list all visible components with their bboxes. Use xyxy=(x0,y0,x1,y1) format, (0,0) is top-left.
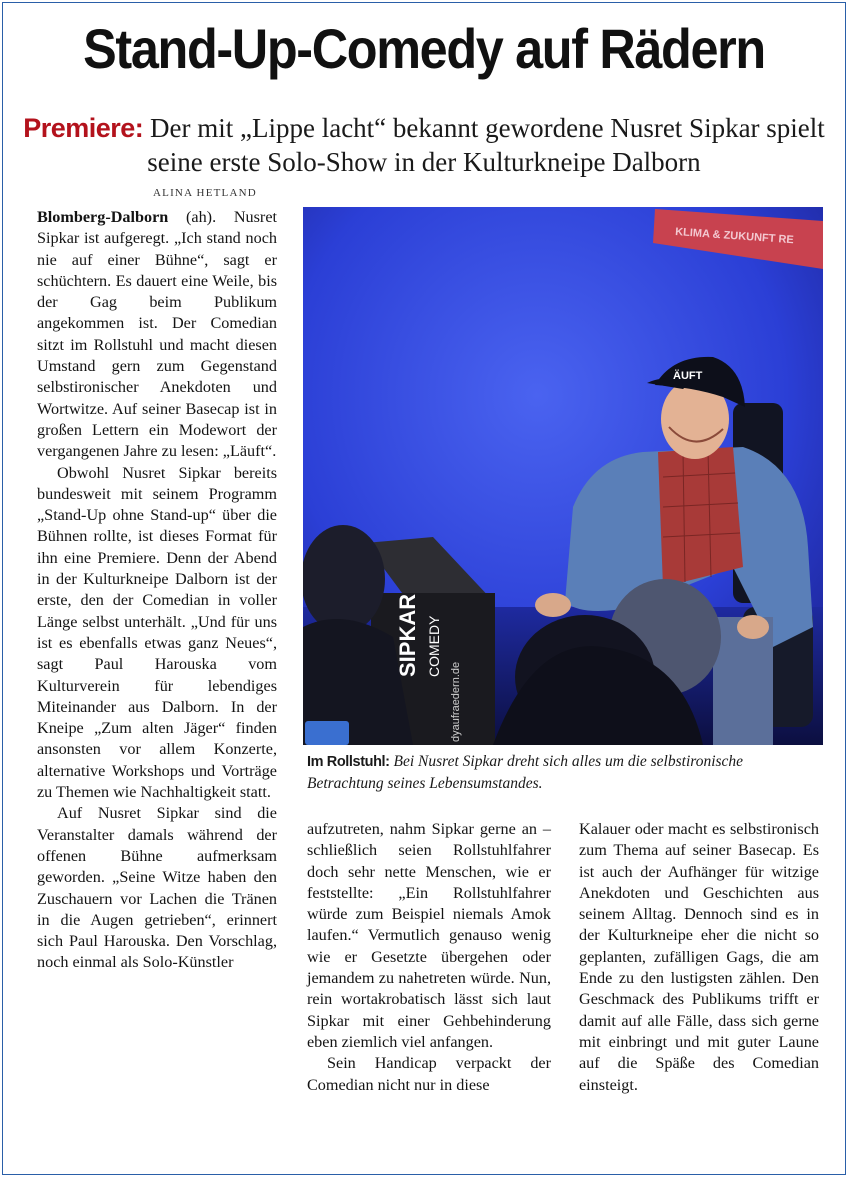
dateline: Blomberg-Dalborn xyxy=(37,208,169,226)
paragraph: Sein Handicap verpackt der Comedian nicht nur in diese xyxy=(307,1054,551,1094)
text-column-2 xyxy=(307,819,551,1096)
paragraph: Kalauer oder macht es selbstironisch zum Thema auf seiner Basecap. Es ist auch der Aufhänger für witzige Anekdoten und Geschichten aus seinem Alltag. Dennoch sind es in der Kulturkneipe eher die nicht so geplanten, zufälligen Gags, die am Ende zu den lustigsten zählen. Den Geschmack des Publikums trifft er damit auf alle Fälle, dass sich gerne mit einbringt und mit guter Laune auf die Späße des Comedian einsteigt. xyxy=(579,820,819,1094)
subheadline-kicker: Premiere: xyxy=(23,113,144,143)
podium-sub: COMEDY xyxy=(426,615,442,677)
newspaper-page xyxy=(2,2,846,1175)
article-photo xyxy=(303,207,823,745)
paragraph-text: (ah). Nusret Sipkar ist aufgeregt. „Ich stand noch nie auf einer Bühne“, sagt er schüchtern. Es dauert eine Weile, bis der Gag beim Publikum angekommen ist. Der Comedian sitzt im Rollstuhl und macht diesen Umstand gern zum Gegenstand selbstironischer Anekdoten und Wortwitze. Auf seiner Basecap ist in großen Lettern ein Modewort der vergangenen Jahre zu lesen: „Läuft“. xyxy=(37,208,277,461)
text-column-3 xyxy=(579,819,819,1096)
photo-caption xyxy=(307,751,821,794)
paragraph xyxy=(37,207,277,463)
caption-label: Im Rollstuhl: xyxy=(307,754,390,770)
article-headline: Stand-Up-Comedy auf Rädern xyxy=(83,17,765,80)
subheadline-text: Der mit „Lippe lacht“ bekannt gewordene Nusret Sipkar spielt seine erste Solo-Show in der Kulturkneipe Dalborn xyxy=(147,113,825,177)
text-column-1 xyxy=(37,207,277,974)
banner-text: KLIMA & ZUKUNFT RE xyxy=(674,226,795,247)
article-subheadline xyxy=(23,111,825,179)
stage-photo-illustration xyxy=(303,207,823,745)
podium-url: dyaufraedern.de xyxy=(450,661,462,742)
paragraph: Auf Nusret Sipkar sind die Veranstalter damals während der offenen Bühne aufmerksam geworden. „Seine Witze haben den Zuschauern vor Lachen die Tränen in die Augen getrieben“, erinnert sich Paul Harouska. Den Vorschlag, noch einmal als Solo-Künstler xyxy=(37,804,277,972)
paragraph: aufzutreten, nahm Sipkar gerne an – schließlich seien Rollstuhlfahrer doch sehr nette Menschen, wie er feststellte: „Ein Rollstuhlfahrer würde zum Beispiel niemals Amok laufen.“ Vermutlich genauso wenig wie er Gesetzte übergehen oder jemandem zu nahetreten würde. Nun, rein wortakrobatisch lässt sich laut Sipkar mit einer Gehbehinderung eben ziemlich viel anfangen. xyxy=(307,820,551,1051)
podium-brand: SIPKAR xyxy=(395,593,420,677)
paragraph: Obwohl Nusret Sipkar bereits bundesweit mit seinem Programm „Stand-Up ohne Stand-up“ über die Bühnen rollte, ist dieses Format für ihn eine Premiere. Denn der Abend in der Kulturkneipe Dalborn ist der erste, den der Comedian in voller Länge selbst unterhält. „Und für uns ist es ebenfalls etwas ganz Neues“, sagt Paul Harouska vom Kulturverein für lebendiges Miteinander aus Dalborn. In der Kneipe „Zum alten Jäger“ finden ansonsten vor allem Konzerte, alternative Workshops und Vorträge zu Themen wie Nachhaltigkeit statt. xyxy=(37,463,277,802)
author-byline: ALINA HETLAND xyxy=(153,187,257,199)
caption-text: Bei Nusret Sipkar dreht sich alles um die selbstironische Betrachtung seines Lebensumstandes. xyxy=(307,753,744,792)
cap-text: ÄUFT xyxy=(673,370,703,382)
